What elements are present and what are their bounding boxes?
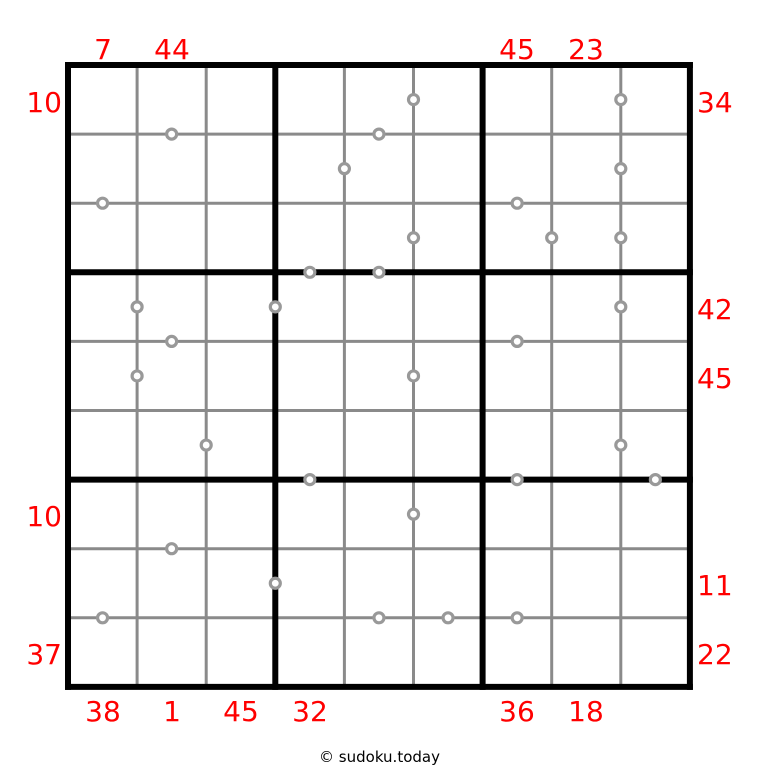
frame-clue-right-row4: 42: [697, 293, 733, 326]
consecutive-dot: [374, 613, 384, 623]
frame-clue-top-col1: 7: [94, 33, 112, 66]
consecutive-dot: [547, 233, 557, 243]
frame-clue-left-row7: 10: [26, 500, 62, 533]
consecutive-dot: [616, 233, 626, 243]
consecutive-dot: [616, 164, 626, 174]
consecutive-dot: [270, 578, 280, 588]
frame-clue-top-col8: 23: [568, 33, 604, 66]
consecutive-dot: [409, 95, 419, 105]
consecutive-dot: [201, 440, 211, 450]
frame-clue-top-col2: 44: [154, 33, 190, 66]
frame-clue-right-row1: 34: [697, 86, 733, 119]
consecutive-dot: [512, 336, 522, 346]
consecutive-dot: [339, 164, 349, 174]
consecutive-dot: [270, 302, 280, 312]
consecutive-dot: [132, 302, 142, 312]
frame-clue-bottom-col2: 1: [163, 695, 181, 728]
consecutive-dot: [409, 233, 419, 243]
consecutive-dot: [305, 267, 315, 277]
consecutive-dot: [167, 336, 177, 346]
frame-clue-right-row9: 22: [697, 638, 733, 671]
frame-clue-right-row5: 45: [697, 362, 733, 395]
frame-clue-right-row8: 11: [697, 569, 733, 602]
consecutive-dot: [98, 613, 108, 623]
consecutive-dot: [167, 129, 177, 139]
frame-clue-bottom-col4: 32: [292, 695, 328, 728]
consecutive-dot: [443, 613, 453, 623]
consecutive-dot: [374, 267, 384, 277]
frame-clue-bottom-col7: 36: [499, 695, 535, 728]
consecutive-dot: [132, 371, 142, 381]
frame-clue-bottom-col3: 45: [223, 695, 259, 728]
consecutive-dot: [409, 509, 419, 519]
frame-clue-left-row1: 10: [26, 86, 62, 119]
frame-clue-bottom-col1: 38: [85, 695, 121, 728]
frame-clue-top-col7: 45: [499, 33, 535, 66]
consecutive-dot: [409, 371, 419, 381]
frame-clue-left-row9: 37: [26, 638, 62, 671]
consecutive-dot: [650, 475, 660, 485]
consecutive-dot: [98, 198, 108, 208]
consecutive-dot: [305, 475, 315, 485]
consecutive-dot: [167, 544, 177, 554]
consecutive-dot: [512, 198, 522, 208]
consecutive-dot: [374, 129, 384, 139]
consecutive-dot: [616, 95, 626, 105]
consecutive-dot: [512, 475, 522, 485]
consecutive-dot: [616, 440, 626, 450]
consecutive-dot: [512, 613, 522, 623]
copyright-text: © sudoku.today: [319, 748, 440, 766]
consecutive-dot: [616, 302, 626, 312]
frame-clue-bottom-col8: 18: [568, 695, 604, 728]
